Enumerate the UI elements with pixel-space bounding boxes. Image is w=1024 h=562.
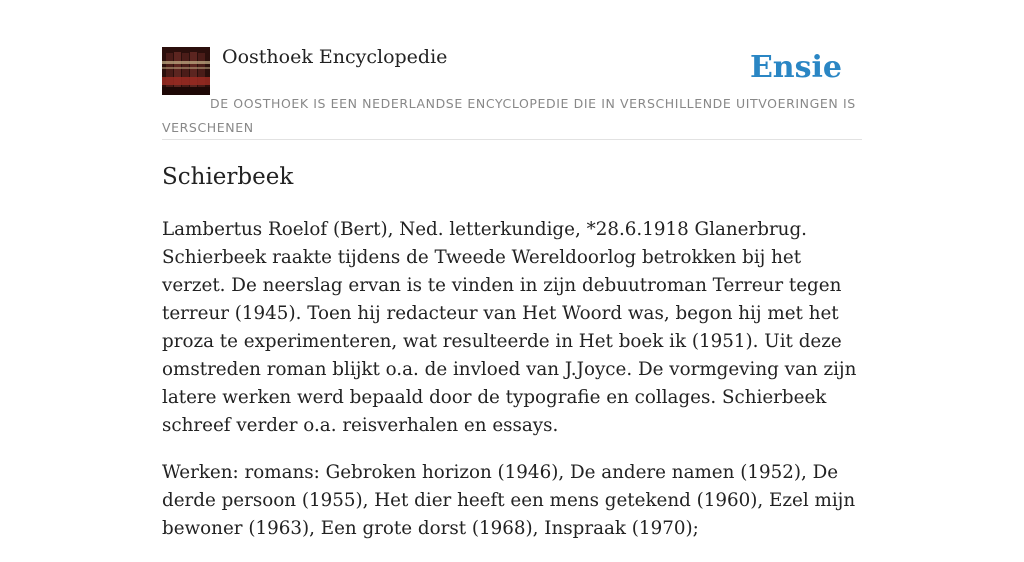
header-divider [162,139,862,140]
source-name[interactable]: Oosthoek Encyclopedie [222,46,448,68]
encyclopedia-books-icon[interactable] [162,47,210,95]
brand-logo[interactable]: Ensie [749,50,842,85]
article-title: Schierbeek [162,164,294,190]
article-paragraph: Werken: romans: Gebroken horizon (1946), De andere namen (1952), De derde persoon (1955), Het dier heeft een mens getekend (1960), Ezel mijn bewoner (1963), Een grote dorst (1968), Inspraak (1970); [162,462,856,539]
source-tagline: DE OOSTHOEK IS EEN NEDERLANDSE ENCYCLOPEDIE DIE IN VERSCHILLENDE UITVOERINGEN IS VERSCHENEN [162,96,856,135]
article-body [162,216,862,562]
article-paragraph: Lambertus Roelof (Bert), Ned. letterkundige, *28.6.1918 Glanerbrug. Schierbeek raakte tijdens de Tweede Wereldoorlog betrokken bij het verzet. De neerslag ervan is te vinden in zijn debuutroman Terreur tegen terreur (1945). Toen hij redacteur van Het Woord was, begon hij met het proza te experimenteren, wat resulteerde in Het boek ik (1951). Uit deze omstreden roman blijkt o.a. de invloed van J.Joyce. De vormgeving van zijn latere werken werd bepaald door de typografie en collages. Schierbeek schreef verder o.a. reisverhalen en essays. [162,219,857,436]
